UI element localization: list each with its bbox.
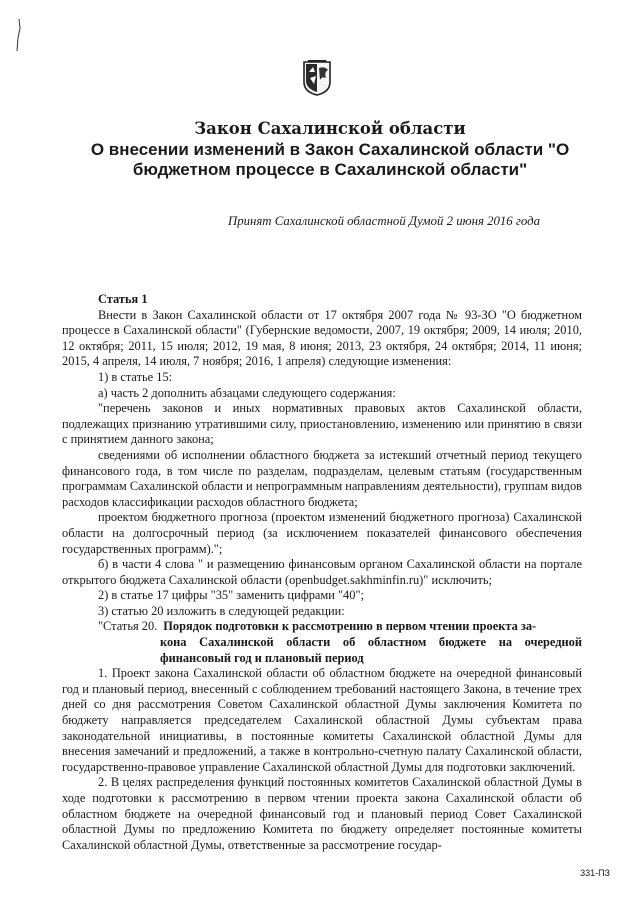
- article-20-lead: "Статья 20.: [98, 619, 158, 634]
- paragraph: сведениями об исполнении областного бюджета за истекший отчетный период текущего финансового года, в том числе по разделам, подразделам, целевым статьям (государственным программам Сахалинской области и непрограммным направлениям деятельности), группам видов расходов классификации расходов областного бюджета;: [62, 447, 582, 509]
- paragraph: 3) статью 20 изложить в следующей редакции:: [98, 603, 345, 618]
- article-20-heading: [98, 619, 582, 666]
- paragraph: 1) в статье 15:: [98, 369, 173, 384]
- paragraph: б) в части 4 слова " и размещению финансовым органом Сахалинской области на портале открытого бюджета Сахалинской области (openbudget.sakhminfin.ru)" исключить;: [62, 557, 582, 587]
- law-subtitle: О внесении изменений в Закон Сахалинской области "О бюджетном процессе в Сахалинской области": [90, 140, 570, 179]
- margin-pen-mark: [14, 18, 22, 52]
- article-heading: Статья 1: [98, 292, 148, 306]
- article-20-title-line1: Порядок подготовки к рассмотрению в первом чтении проекта за-: [163, 619, 537, 634]
- law-title: Закон Сахалинской области: [194, 119, 466, 138]
- document-body: [62, 292, 582, 853]
- paragraph: 1. Проект закона Сахалинской области об областном бюджете на очередной финансовый год и плановый период, внесенный с соблюдением требований настоящего Закона, в течение трех дней со дня рассмотрения Советом Сахалинской областной Думы заключения Комитета по бюджету направляется председателем Сахалинской областной Думы субъектам права законодательной инициативы, в постоянные комитеты Сахалинской областной Думы для внесения замечаний и предложений, а также в контрольно-счетную палату Сахалинской области, государственно-правовое управление Сахалинской областной Думы для подготовки заключений.: [62, 666, 582, 774]
- article-20-title-rest: кона Сахалинской области об областном бюджете на очередной финансовый год и плановый период: [160, 635, 582, 665]
- title-block: [60, 118, 600, 180]
- document-code: 331-ПЗ: [580, 868, 610, 878]
- paragraph: "перечень законов и иных нормативных правовых актов Сахалинской области, подлежащих признанию утратившими силу, приостановлению, изменению или принятию в связи с принятием данного закона;: [62, 401, 582, 447]
- paragraph: а) часть 2 дополнить абзацами следующего содержания:: [98, 385, 396, 400]
- coat-of-arms-icon: [302, 58, 332, 96]
- adoption-note: Принят Сахалинской областной Думой 2 июня 2016 года: [227, 214, 540, 228]
- paragraph: проектом бюджетного прогноза (проектом изменений бюджетного прогноза) Сахалинской области на долгосрочный период (за исключением показателей финансового обеспечения государственных программ).";: [62, 510, 582, 556]
- paragraph: 2) в статье 17 цифры "35" заменить цифрами "40";: [98, 588, 364, 603]
- paragraph: 2. В целях распределения функций постоянных комитетов Сахалинской областной Думы в ходе подготовки к рассмотрению в первом чтении проекта закона Сахалинской области об областном бюджете на очередной финансовый год и плановый период Совет Сахалинской областной Думы по предложению Комитета по бюджету определяет постоянные комитеты Сахалинской областной Думы, ответственные за рассмотрение государ-: [62, 775, 582, 852]
- paragraph: Внести в Закон Сахалинской области от 17 октября 2007 года № 93-ЗО "О бюджетном процессе в Сахалинской области" (Губернские ведомости, 2007, 19 октября; 2009, 14 июля; 2010, 12 октября; 2011, 15 июля; 2012, 19 мая, 8 июня; 2013, 23 октября, 24 октября; 2014, 11 июня; 2015, 4 апреля, 14 июля, 7 ноября; 2016, 1 апреля) следующие изменения:: [62, 307, 582, 369]
